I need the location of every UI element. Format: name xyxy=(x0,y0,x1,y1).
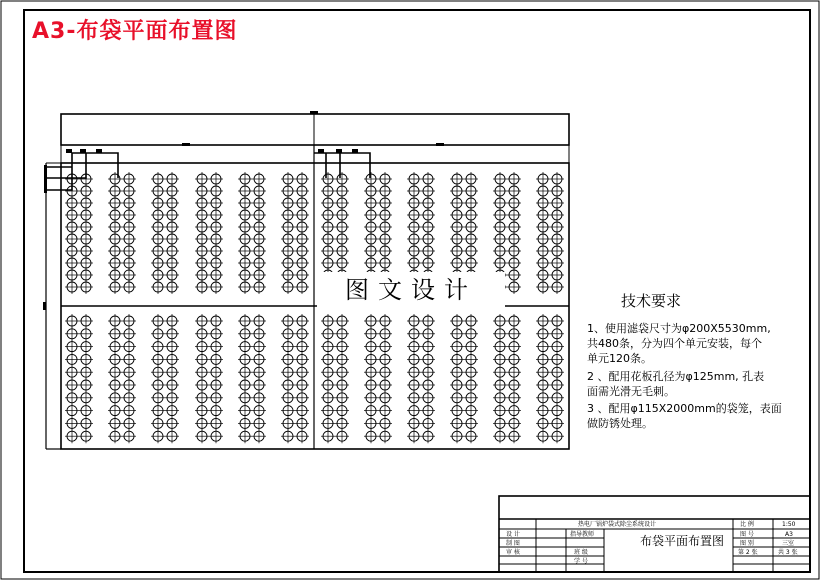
tb-label-review: 审 核 xyxy=(506,549,520,556)
requirements-heading: 技术要求 xyxy=(621,292,682,310)
requirement-line: 做防锈处理。 xyxy=(587,417,653,430)
tb-label-student-no: 学 号 xyxy=(574,558,588,565)
drawing-title: A3-布袋平面布置图 xyxy=(32,19,238,44)
requirement-line: 1、使用滤袋尺寸为φ200X5530mm, xyxy=(587,322,771,335)
tb-label-design: 设 计 xyxy=(506,531,520,538)
tb-project: 热电厂锅炉袋式除尘系统设计 xyxy=(578,521,657,528)
watermark-text: 图文设计 xyxy=(317,272,505,308)
tb-drawing-name: 布袋平面布置图 xyxy=(640,534,725,548)
tb-label-advisor: 指导教师 xyxy=(570,531,595,538)
requirement-line: 2 、配用花板孔径为φ125mm, 孔表 xyxy=(587,370,765,383)
tb-value-total: 共 3 张 xyxy=(778,549,798,556)
tb-label-sheet-size: 图 号 xyxy=(740,531,754,538)
tb-value-scale: 1:50 xyxy=(782,521,796,528)
requirement-line: 面需光滑无毛刺。 xyxy=(587,385,675,398)
tb-value-sheet: 第 2 张 xyxy=(738,549,758,556)
tb-label-drawing-no: 图 别 xyxy=(740,540,754,547)
tb-value-drawing-no: 三室 xyxy=(782,540,795,547)
tb-label-draw: 制 图 xyxy=(506,540,520,547)
tb-value-sheet-size: A3 xyxy=(785,531,793,538)
requirement-line: 3 、配用φ115X2000mm的袋笼，表面 xyxy=(587,402,782,415)
header-duct xyxy=(61,114,569,145)
requirement-line: 共480条，分为四个单元安装，每个 xyxy=(587,337,762,350)
tb-label-class: 班 级 xyxy=(574,549,588,556)
requirement-line: 单元120条。 xyxy=(587,352,652,365)
tb-label-scale: 比 例 xyxy=(740,521,754,528)
inlet-pipes-left xyxy=(46,153,118,190)
